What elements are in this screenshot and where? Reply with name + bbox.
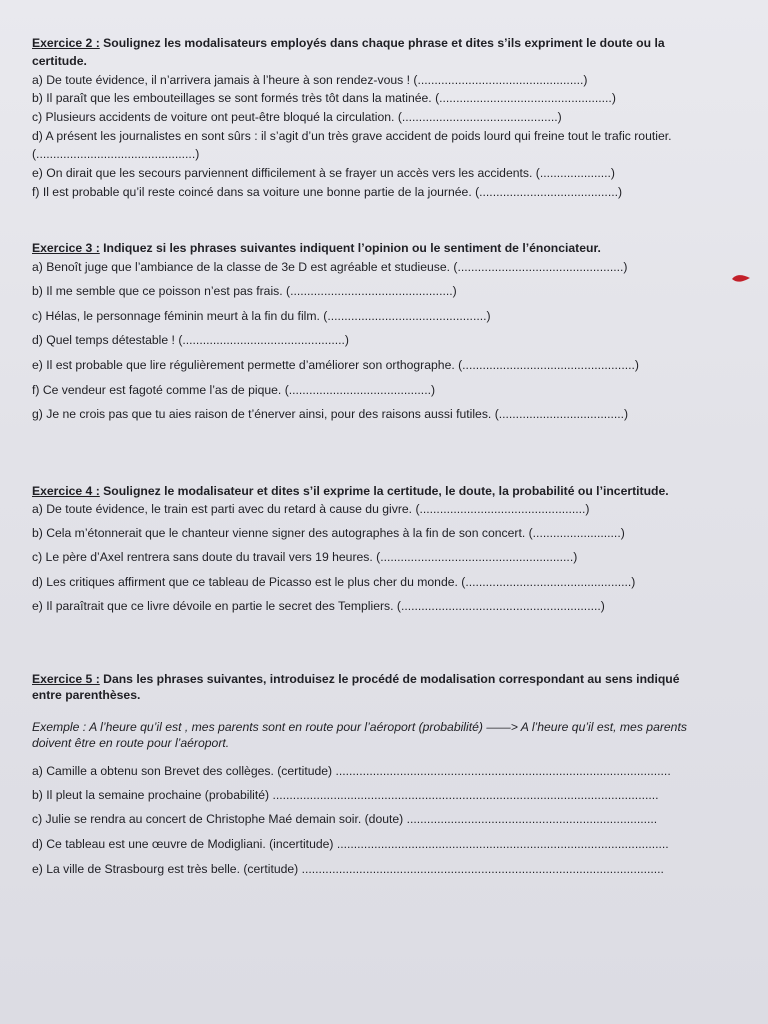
ex2-item-c: c) Plusieurs accidents de voiture ont peut-être bloqué la circulation. (..............................................): [32, 110, 562, 124]
ex5-item-a: a) Camille a obtenu son Brevet des collèges. (certitude) ...................................................................................................: [32, 764, 671, 778]
ex2-item-a: a) De toute évidence, il n’arrivera jamais à l’heure à son rendez-vous ! (.................................................): [32, 73, 588, 87]
ex3-item-f: f) Ce vendeur est fagoté comme l’as de pique. (..........................................): [32, 383, 436, 397]
ex2-item-f: f) Il est probable qu’il reste coincé dans sa voiture une bonne partie de la journée. (.........................................): [32, 185, 623, 199]
ex4-title-line: [32, 484, 748, 499]
ex5-item-c: c) Julie se rendra au concert de Christophe Maé demain soir. (doute) ..........................................................................: [32, 812, 658, 826]
ex4-title: Soulignez le modalisateur et dites s’il exprime la certitude, le doute, la probabilité ou l’incertitude.: [103, 484, 669, 498]
ex5-title-line1: [32, 672, 748, 687]
ex3-item-b: b) Il me semble que ce poisson n’est pas frais. (................................................): [32, 284, 457, 298]
ex5-title: Dans les phrases suivantes, introduisez le procédé de modalisation correspondant au sens indiqué: [103, 672, 680, 686]
ex4-item-a: a) De toute évidence, le train est parti avec du retard à cause du givre. (.................................................): [32, 502, 590, 516]
ex2-item-d-answer: (...............................................): [32, 147, 200, 161]
ex3-item-a: a) Benoît juge que l’ambiance de la classe de 3e D est agréable et studieuse. (.................................................): [32, 260, 628, 274]
ex5-example-line1: Exemple : A l’heure qu’il est , mes parents sont en route pour l’aéroport (probabilité) ——> A l’heure qu’il est, mes parents: [32, 720, 687, 734]
ink-spot: [730, 272, 752, 286]
ex2-title-line2: certitude.: [32, 54, 87, 68]
ex4-label: Exercice 4 :: [32, 484, 100, 498]
ex4-item-b: b) Cela m’étonnerait que le chanteur vienne signer des autographes à la fin de son concert. (..........................): [32, 526, 625, 540]
ex3-item-e: e) Il est probable que lire régulièrement permette d’améliorer son orthographe. (...................................................): [32, 358, 639, 372]
ex4-item-e: e) Il paraîtrait que ce livre dévoile en partie le secret des Templiers. (...........................................................): [32, 599, 605, 613]
ex5-title-line2: entre parenthèses.: [32, 688, 141, 702]
ex3-item-g: g) Je ne crois pas que tu aies raison de t’énerver ainsi, pour des raisons aussi futiles. (.....................................): [32, 407, 629, 421]
ex2-item-b: b) Il paraît que les embouteillages se sont formés très tôt dans la matinée. (...................................................): [32, 91, 616, 105]
ex5-example-line2: doivent être en route pour l’aéroport.: [32, 736, 230, 750]
ex5-item-e: e) La ville de Strasbourg est très belle. (certitude) ...........................................................................................................: [32, 862, 664, 876]
ex3-item-c: c) Hélas, le personnage féminin meurt à la fin du film. (...............................................): [32, 309, 491, 323]
ex4-item-c: c) Le père d’Axel rentrera sans doute du travail vers 19 heures. (.........................................................): [32, 550, 578, 564]
ex3-label: Exercice 3 :: [32, 241, 100, 255]
ex2-item-e: e) On dirait que les secours parviennent difficilement à se frayer un accès vers les accidents. (.....................): [32, 166, 615, 180]
ex2-title: Soulignez les modalisateurs employés dans chaque phrase et dites s’ils expriment le doute ou la: [103, 36, 665, 50]
ex3-item-d: d) Quel temps détestable ! (................................................): [32, 333, 349, 347]
ex3-title-line: [32, 241, 748, 256]
ex3-title: Indiquez si les phrases suivantes indiquent l’opinion ou le sentiment de l’énonciateur.: [103, 241, 601, 255]
ex5-item-d: d) Ce tableau est une œuvre de Modigliani. (incertitude) ..................................................................................................: [32, 837, 669, 851]
ex2-item-d: d) A présent les journalistes en sont sûrs : il s’agit d’un très grave accident de poids lourd qui freine tout le trafic routier.: [32, 129, 672, 143]
ex2-title-line1: [32, 36, 748, 51]
ex5-item-b: b) Il pleut la semaine prochaine (probabilité) ..................................................................................................................: [32, 788, 659, 802]
ex2-label: Exercice 2 :: [32, 36, 100, 50]
ex4-item-d: d) Les critiques affirment que ce tableau de Picasso est le plus cher du monde. (.................................................): [32, 575, 636, 589]
ex5-label: Exercice 5 :: [32, 672, 100, 686]
